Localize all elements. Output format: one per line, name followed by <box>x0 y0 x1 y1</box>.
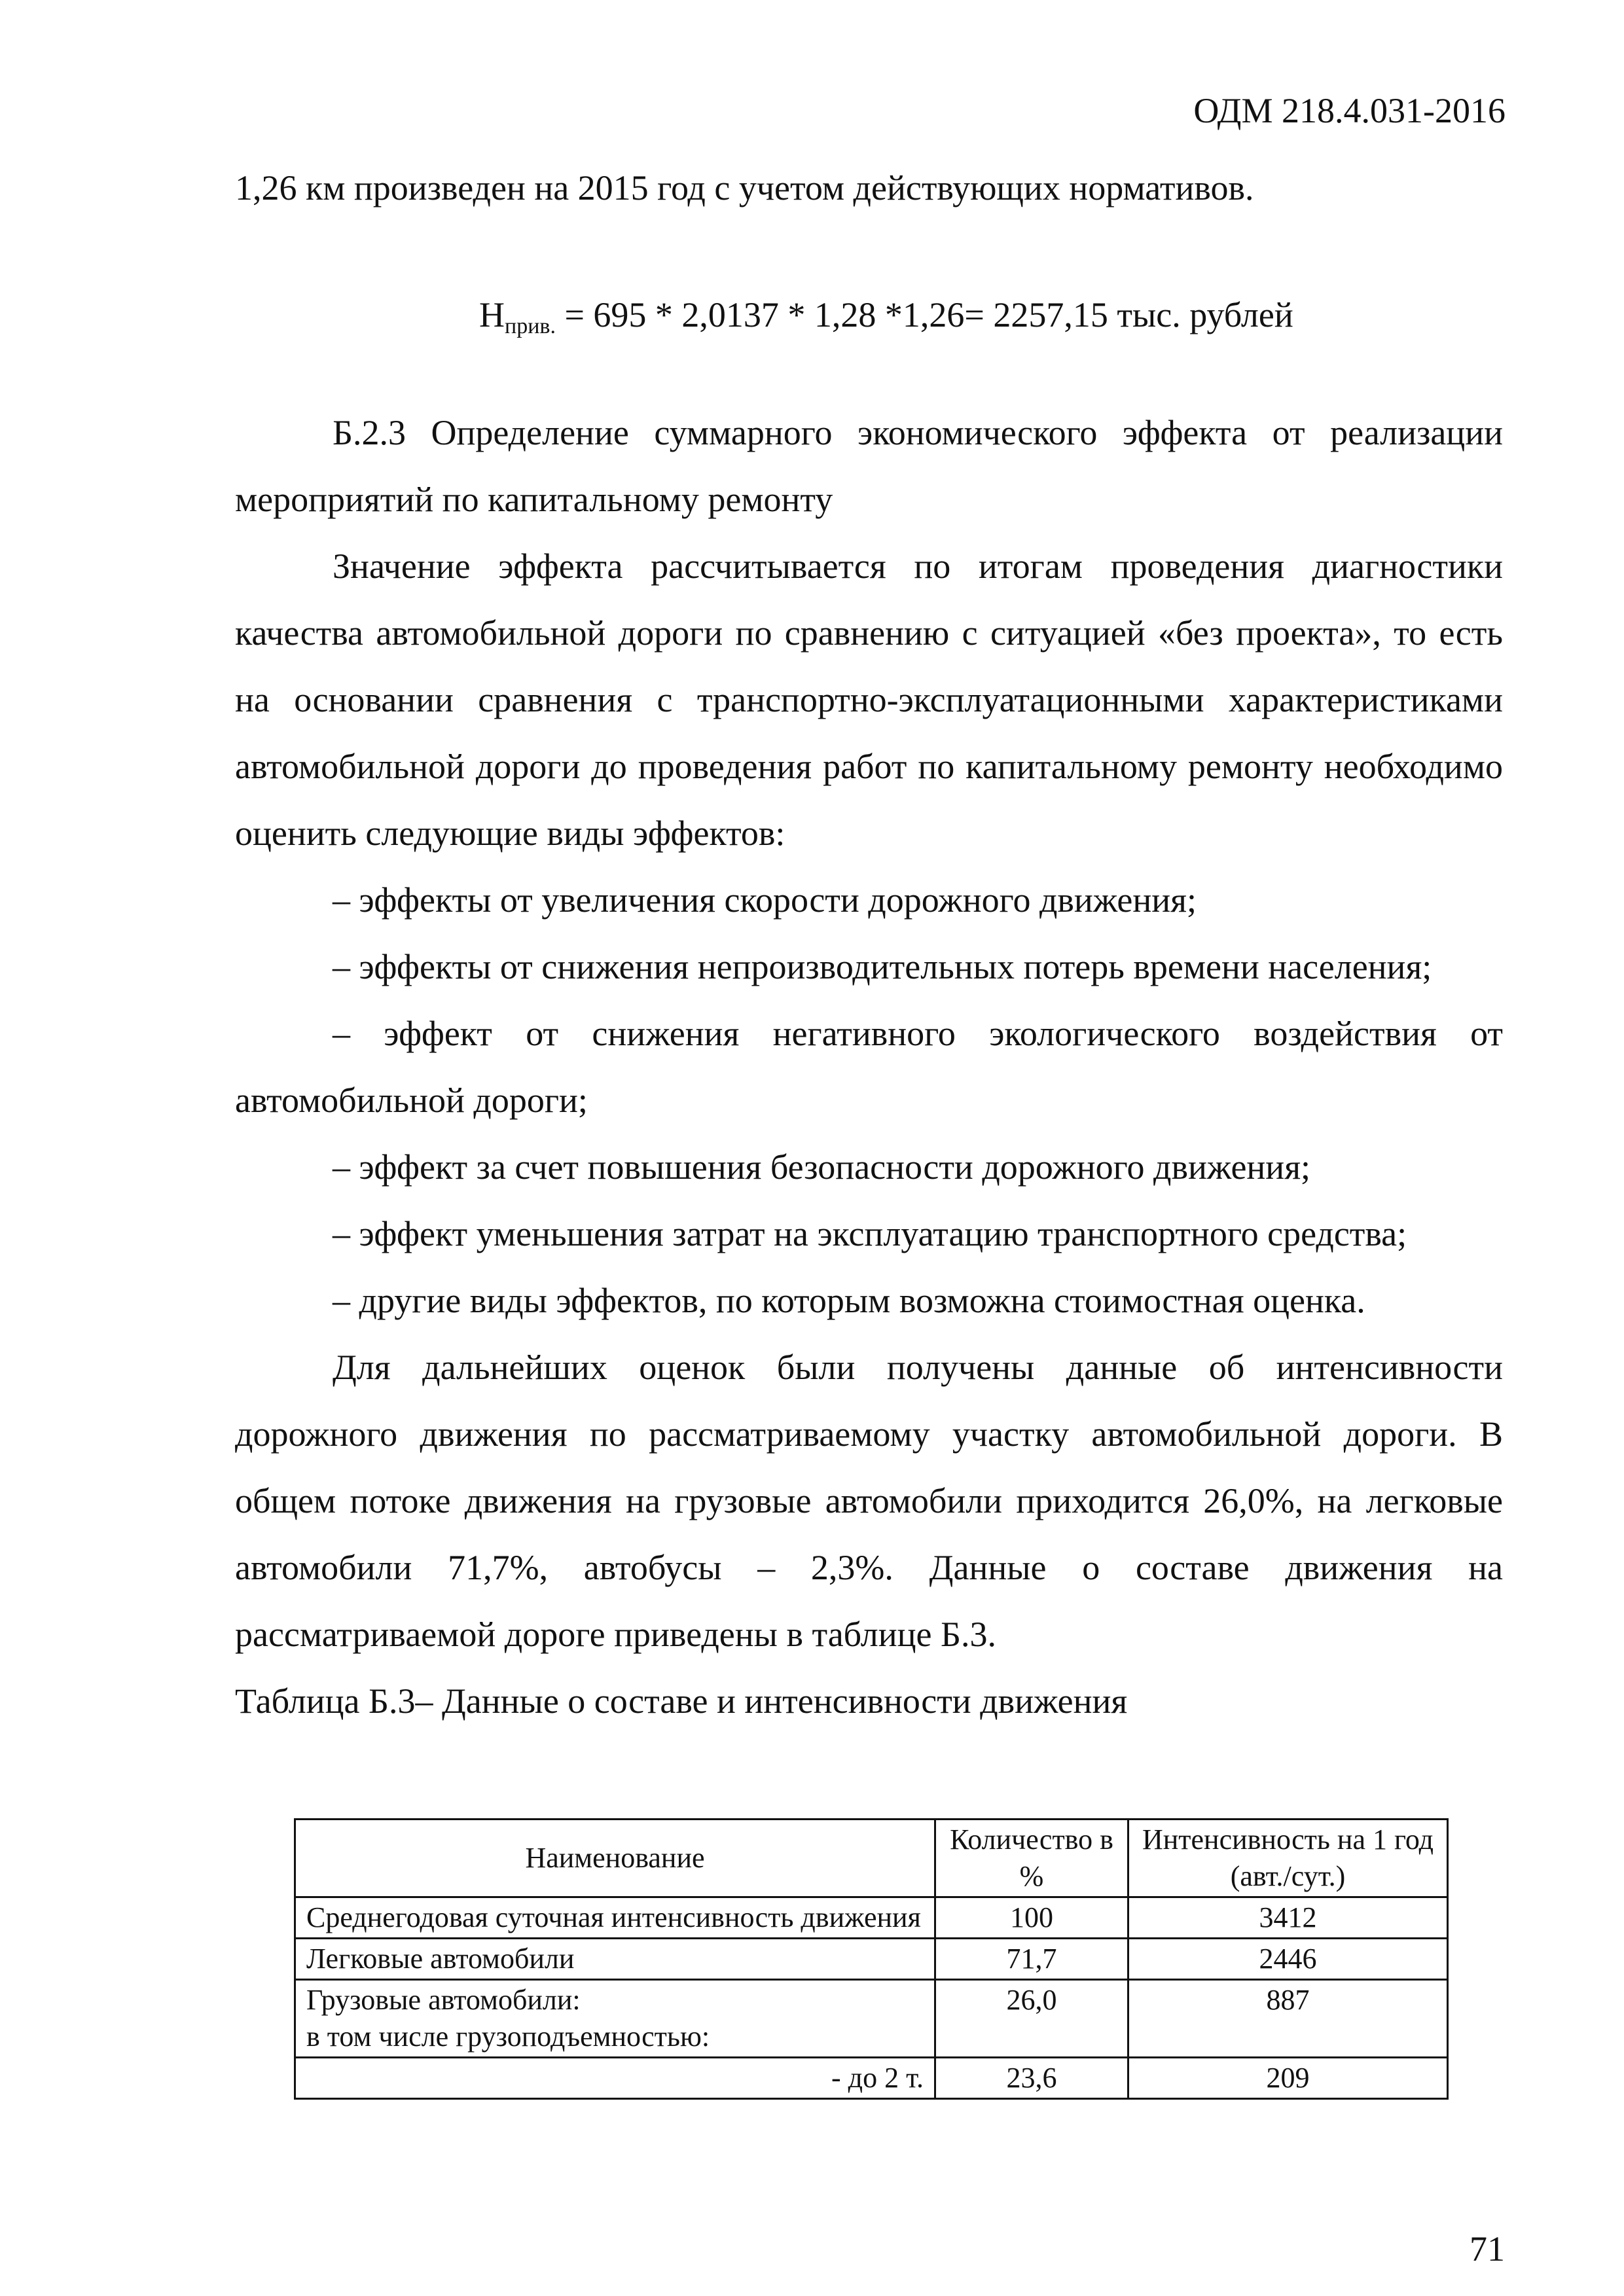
table-row <box>295 1897 1448 1939</box>
list-item: – другие виды эффектов, по которым возможна стоимостная оценка. <box>333 1281 1365 1320</box>
page-number: 71 <box>1470 2229 1505 2269</box>
formula <box>235 281 1503 348</box>
cell-name: Среднегодовая суточная интенсивность движения <box>295 1897 935 1939</box>
table-row <box>295 2058 1448 2099</box>
formula-symbol: Н <box>479 295 505 334</box>
paragraph-traffic-data: Для дальнейших оценок были получены данные об интенсивности дорожного движения по рассматриваемому участку автомобильной дороги. В общем потоке движения на грузовые автомобили приходится 26,0%, на легковые автомобили 71,7%, автобусы – 2,3%. Данные о составе движения на рассматриваемой дороге приведены в таблице Б.3. <box>235 1348 1503 1654</box>
header-name: Наименование <box>295 1820 935 1897</box>
cell-name <box>295 1980 935 2058</box>
cell-percent: 26,0 <box>935 1980 1128 2058</box>
intro-line: 1,26 км произведен на 2015 год с учетом действующих нормативов. <box>235 168 1254 207</box>
list-item: – эффект от снижения негативного экологического воздействия от автомобильной дороги; <box>235 1014 1503 1120</box>
cell-intensity: 2446 <box>1128 1939 1448 1980</box>
document-code: ОДМ 218.4.031-2016 <box>1193 91 1506 130</box>
table-row <box>295 1939 1448 1980</box>
cell-percent: 23,6 <box>935 2058 1128 2099</box>
list-item: – эффект за счет повышения безопасности дорожного движения; <box>333 1147 1311 1187</box>
formula-expression: = 695 * 2,0137 * 1,28 *1,26= 2257,15 тыс. рублей <box>555 295 1293 334</box>
cell-name: - до 2 т. <box>295 2058 935 2099</box>
list-item: – эффекты от снижения непроизводительных потерь времени населения; <box>333 947 1432 986</box>
paragraph-effect-value: Значение эффекта рассчитывается по итогам проведения диагностики качества автомобильной дороги по сравнению с ситуацией «без проекта», то есть на основании сравнения с транспортно-эксплуатационными характеристиками автомобильной дороги до проведения работ по капитальному ремонту необходимо оценить следующие виды эффектов: <box>235 547 1503 853</box>
table-header-row <box>295 1820 1448 1897</box>
page-content <box>235 154 1503 1734</box>
cell-name-line: Грузовые автомобили: <box>306 1984 581 2016</box>
traffic-composition-table <box>294 1818 1449 2100</box>
cell-intensity: 3412 <box>1128 1897 1448 1939</box>
header-intensity: Интенсивность на 1 год (авт./сут.) <box>1128 1820 1448 1897</box>
section-heading: Б.2.3 Определение суммарного экономического эффекта от реализации мероприятий по капитальному ремонту <box>235 413 1503 519</box>
cell-intensity: 209 <box>1128 2058 1448 2099</box>
table-caption: Таблица Б.3– Данные о составе и интенсивности движения <box>235 1681 1128 1721</box>
list-item: – эффект уменьшения затрат на эксплуатацию транспортного средства; <box>333 1214 1407 1253</box>
cell-name-line: в том числе грузоподъемностью: <box>306 2020 710 2053</box>
formula-subscript: прив. <box>505 314 556 338</box>
cell-name: Легковые автомобили <box>295 1939 935 1980</box>
cell-percent: 100 <box>935 1897 1128 1939</box>
header-percent: Количество в % <box>935 1820 1128 1897</box>
cell-intensity: 887 <box>1128 1980 1448 2058</box>
cell-percent: 71,7 <box>935 1939 1128 1980</box>
table-row <box>295 1980 1448 2058</box>
list-item: – эффекты от увеличения скорости дорожного движения; <box>333 880 1197 920</box>
